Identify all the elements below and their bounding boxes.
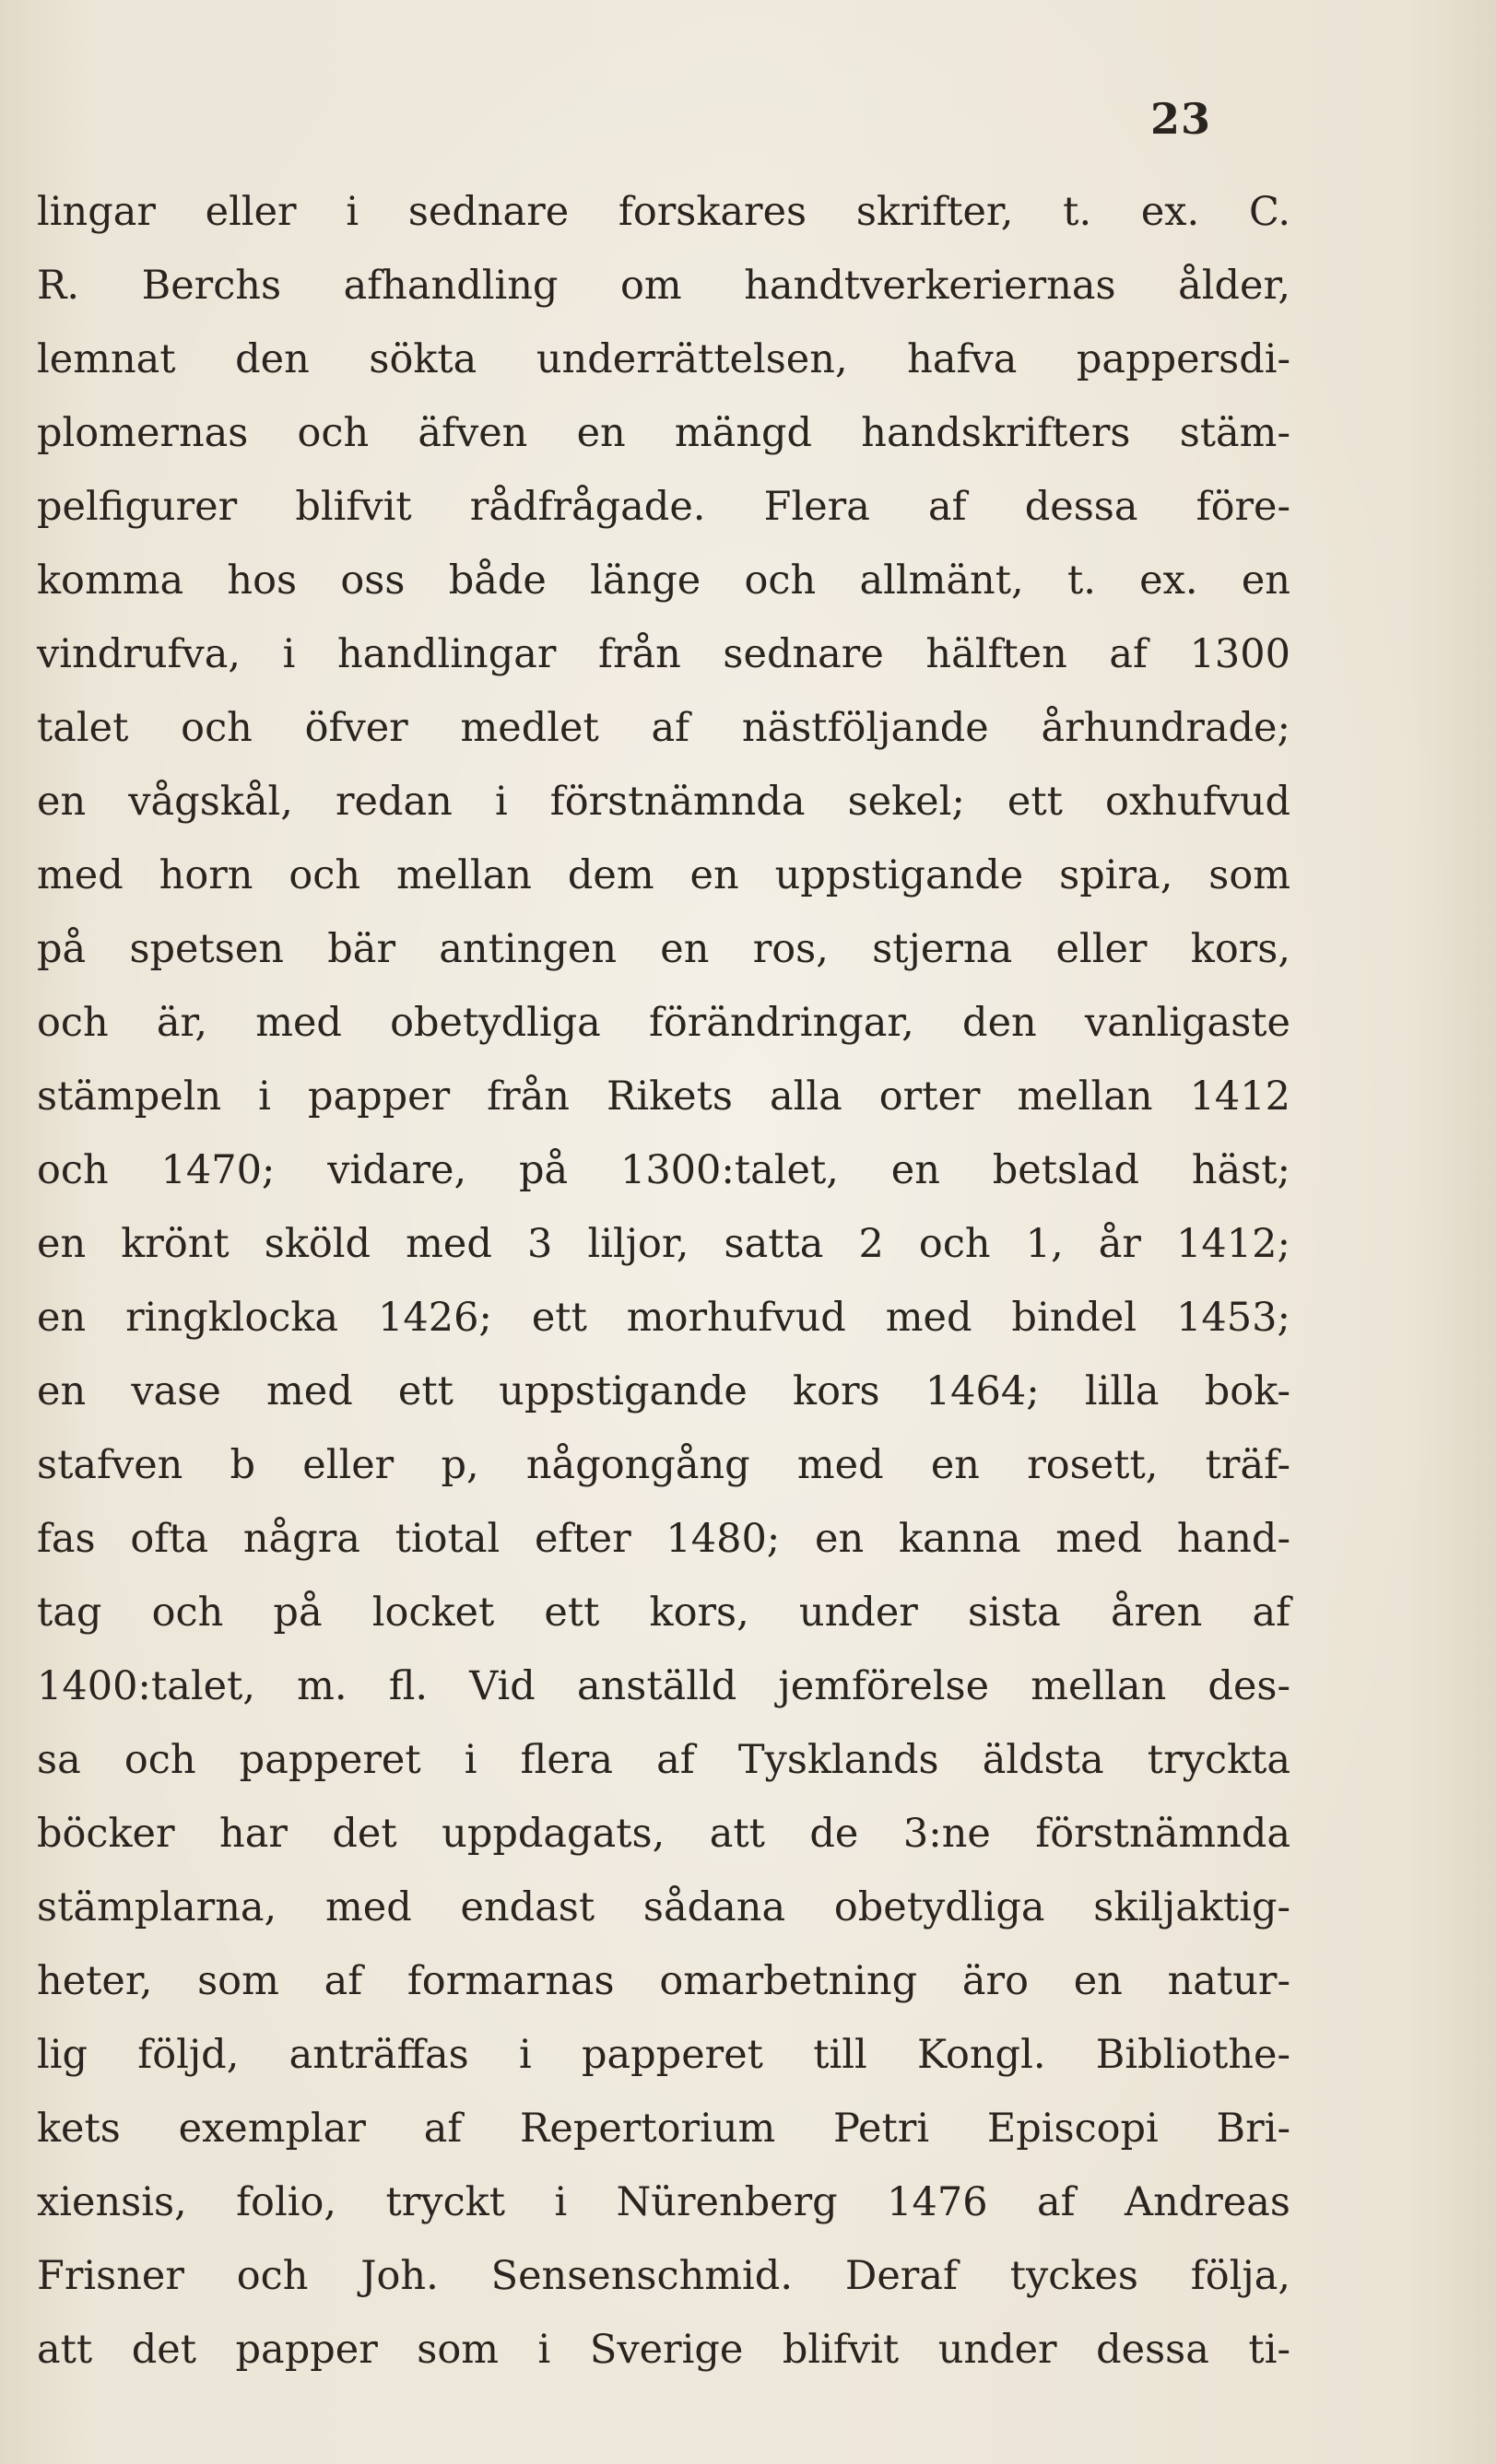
text-line: Frisner och Joh. Sensenschmid. Deraf tyckes följa,	[37, 2253, 1290, 2299]
text-line: sa och papperet i flera af Tysklands äldsta tryckta	[37, 1737, 1290, 1783]
text-line: R. Berchs afhandling om handtverkeriernas ålder,	[37, 263, 1290, 309]
text-line: plomernas och äfven en mängd handskrifters stäm-	[37, 410, 1290, 456]
text-line: 1400:talet, m. fl. Vid anställd jemförelse mellan des-	[37, 1663, 1290, 1709]
text-line: stämplarna, med endast sådana obetydliga skiljaktig-	[37, 1884, 1290, 1930]
text-line: och är, med obetydliga förändringar, den vanligaste	[37, 1000, 1290, 1046]
text-line: att det papper som i Sverige blifvit under dessa ti-	[37, 2327, 1290, 2373]
text-line: en ringklocka 1426; ett morhufvud med bindel 1453;	[37, 1295, 1290, 1341]
page-number: 23	[1150, 94, 1212, 144]
text-line: talet och öfver medlet af nästföljande århundrade;	[37, 705, 1290, 751]
text-line: stafven b eller p, någongång med en rosett, träf-	[37, 1442, 1290, 1488]
text-line: en vågskål, redan i förstnämnda sekel; ett oxhufvud	[37, 779, 1290, 825]
text-line: och 1470; vidare, på 1300:talet, en betslad häst;	[37, 1147, 1290, 1193]
text-line: tag och på locket ett kors, under sista åren af	[37, 1590, 1290, 1636]
text-line: fas ofta några tiotal efter 1480; en kanna med hand-	[37, 1516, 1290, 1562]
body-text	[37, 175, 1290, 2387]
text-line: kets exemplar af Repertorium Petri Episcopi Bri-	[37, 2106, 1290, 2152]
text-line: lemnat den sökta underrättelsen, hafva pappersdi-	[37, 336, 1290, 382]
text-line: lig följd, anträffas i papperet till Kongl. Bibliothe-	[37, 2032, 1290, 2078]
text-line: vindrufva, i handlingar från sednare hälften af 1300	[37, 631, 1290, 677]
text-line: pelfigurer blifvit rådfrågade. Flera af dessa före-	[37, 484, 1290, 530]
text-line: komma hos oss både länge och allmänt, t. ex. en	[37, 557, 1290, 604]
text-line: med horn och mellan dem en uppstigande spira, som	[37, 852, 1290, 898]
text-line: lingar eller i sednare forskares skrifter, t. ex. C.	[37, 189, 1290, 235]
text-line: böcker har det uppdagats, att de 3:ne förstnämnda	[37, 1811, 1290, 1857]
text-line: xiensis, folio, tryckt i Nürenberg 1476 af Andreas	[37, 2179, 1290, 2225]
text-line: heter, som af formarnas omarbetning äro en natur-	[37, 1958, 1290, 2004]
text-line: på spetsen bär antingen en ros, stjerna eller kors,	[37, 926, 1290, 972]
text-line: en krönt sköld med 3 liljor, satta 2 och 1, år 1412;	[37, 1221, 1290, 1267]
text-line: en vase med ett uppstigande kors 1464; lilla bok-	[37, 1368, 1290, 1414]
text-line: stämpeln i papper från Rikets alla orter mellan 1412	[37, 1074, 1290, 1120]
